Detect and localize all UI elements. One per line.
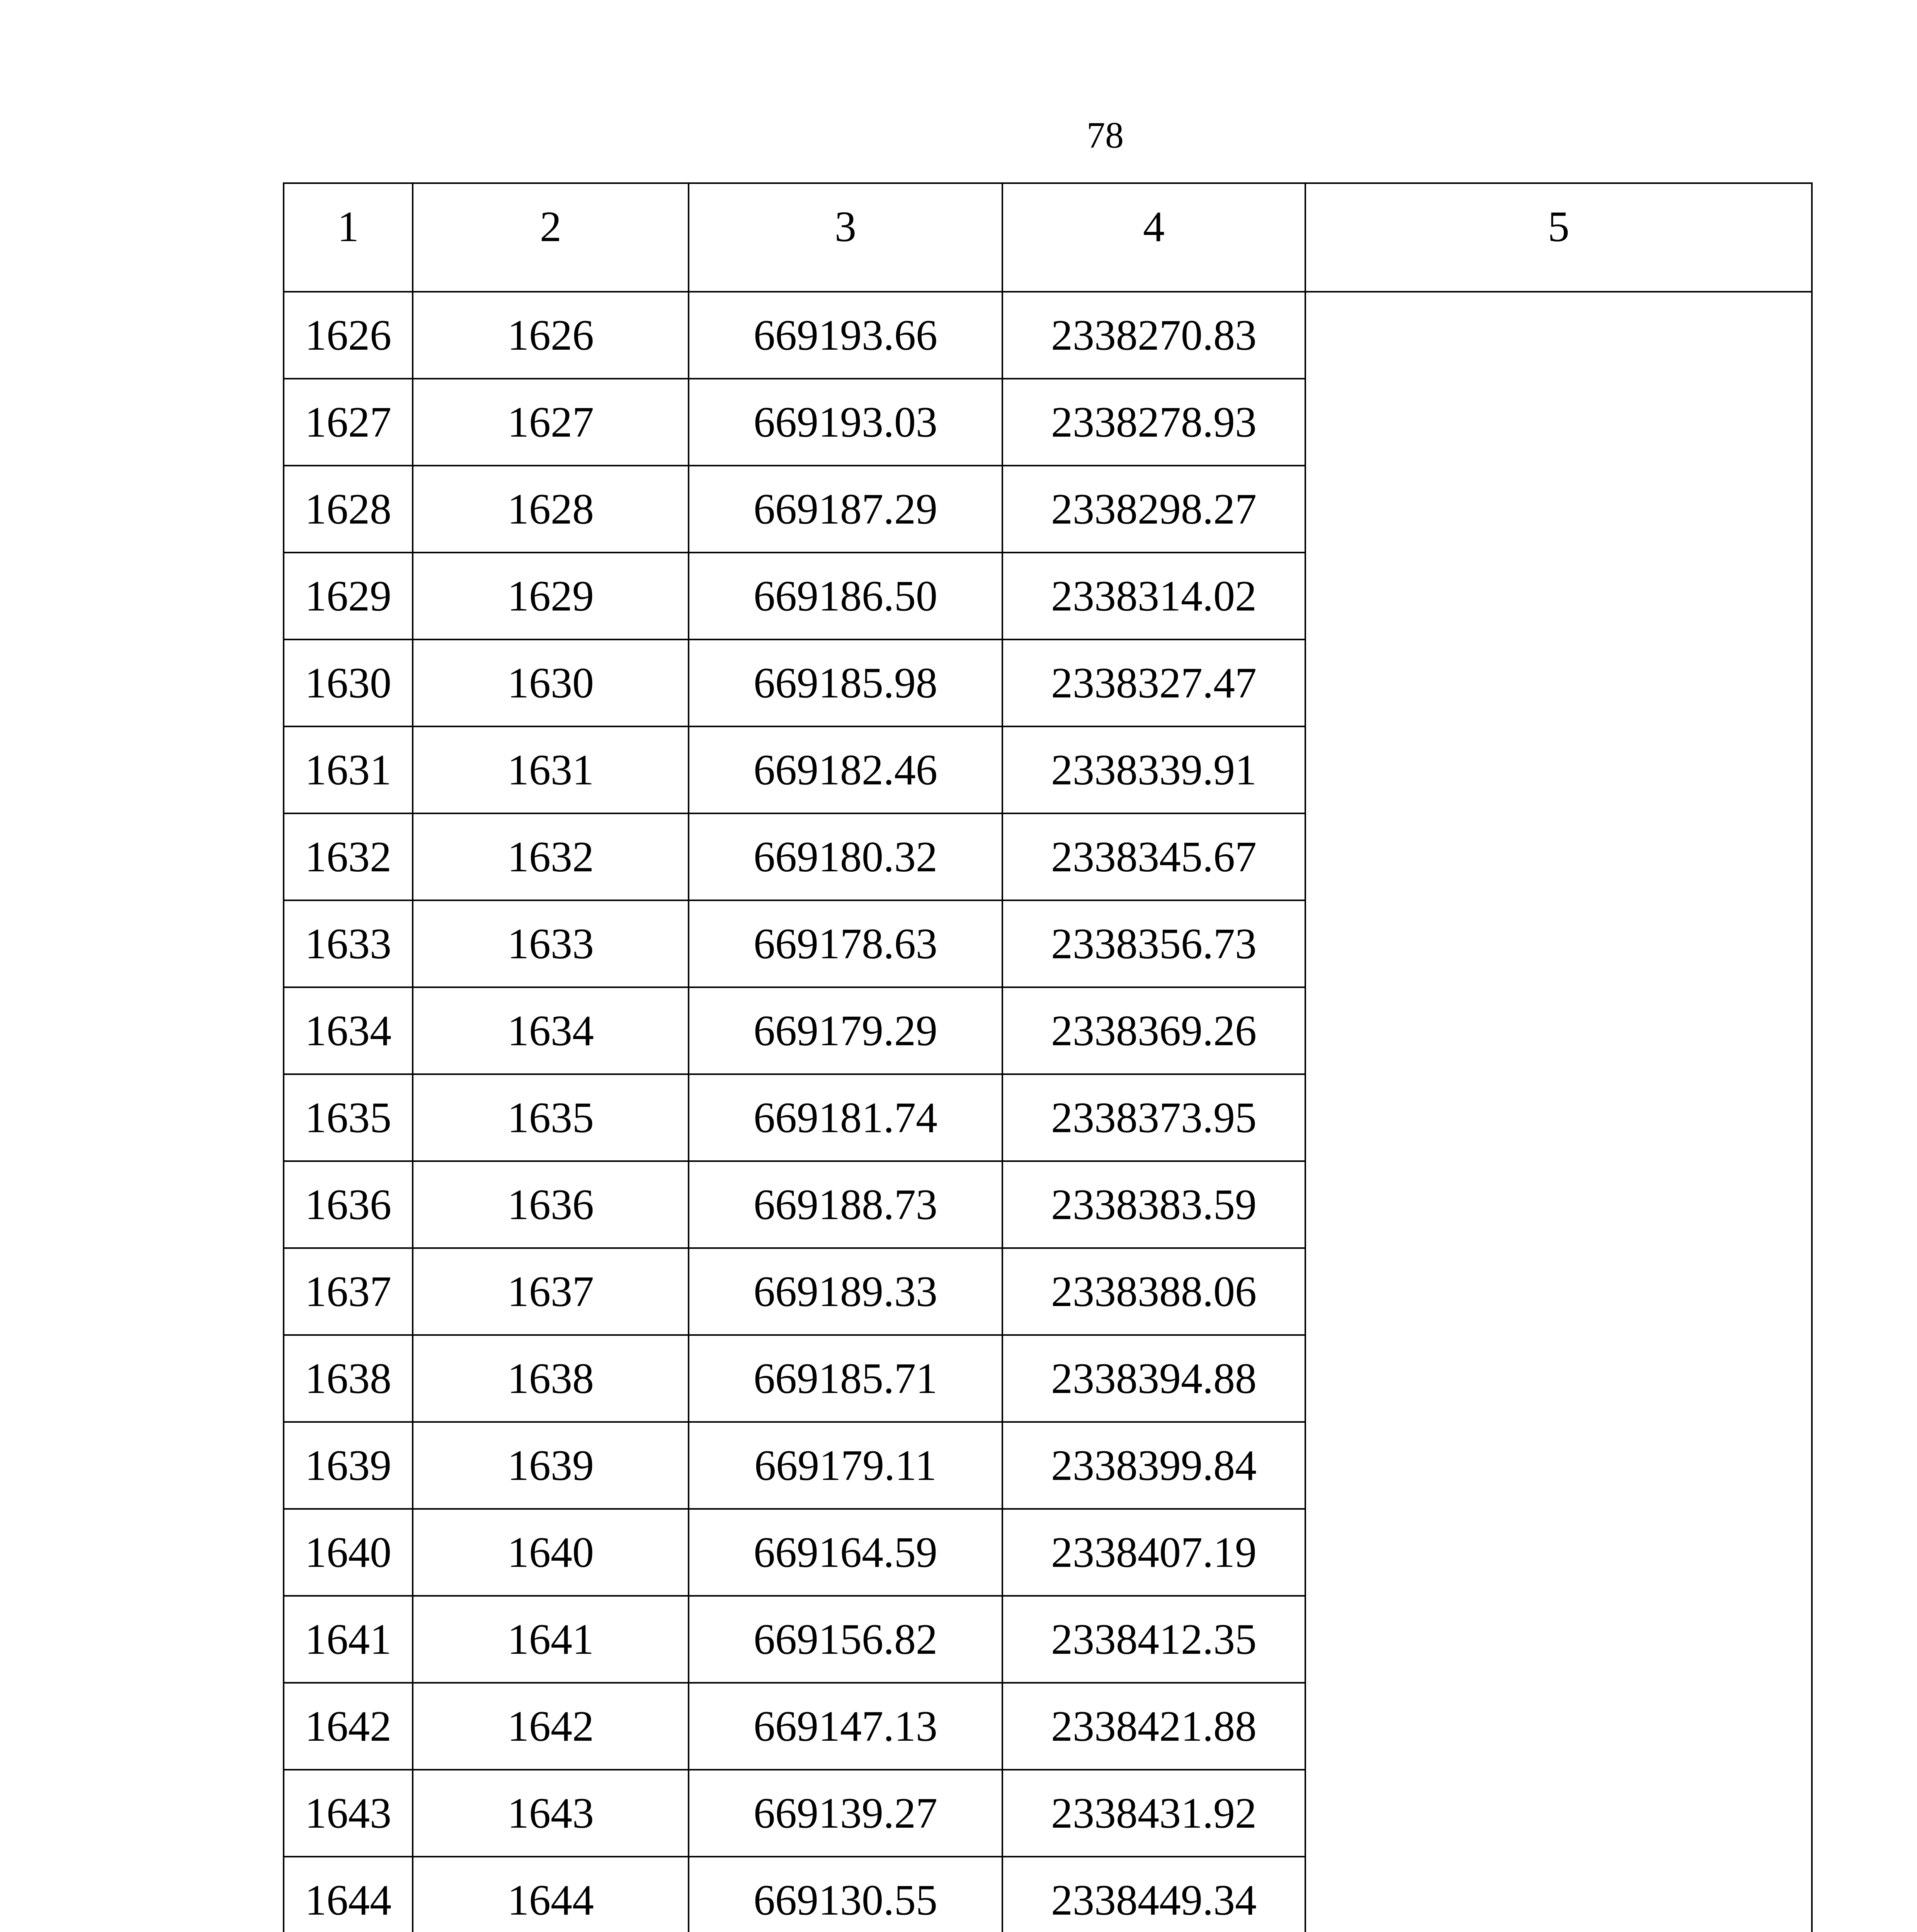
x-coordinate-cell: 669185.71: [689, 1335, 1002, 1422]
point-number-cell: 1638: [284, 1335, 413, 1422]
point-number-cell: 1632: [284, 813, 413, 900]
y-coordinate-cell: 2338383.59: [1002, 1161, 1305, 1248]
y-coordinate-cell: 2338314.02: [1002, 553, 1305, 639]
x-coordinate-cell: 669178.63: [689, 900, 1002, 987]
header-col-1: 1: [284, 183, 413, 292]
y-coordinate-cell: 2338399.84: [1002, 1422, 1305, 1509]
y-coordinate-cell: 2338394.88: [1002, 1335, 1305, 1422]
y-coordinate-cell: 2338345.67: [1002, 813, 1305, 900]
x-coordinate-cell: 669181.74: [689, 1074, 1002, 1161]
header-row: [284, 183, 1812, 292]
point-number-cell: 1639: [284, 1422, 413, 1509]
y-coordinate-cell: 2338421.88: [1002, 1683, 1305, 1770]
x-coordinate-cell: 669130.55: [689, 1857, 1002, 1932]
y-coordinate-cell: 2338270.83: [1002, 292, 1305, 379]
point-number-cell: 1627: [284, 379, 413, 466]
point-id-cell: 1627: [413, 379, 689, 466]
x-coordinate-cell: 669193.66: [689, 292, 1002, 379]
point-id-cell: 1643: [413, 1770, 689, 1857]
x-coordinate-cell: 669147.13: [689, 1683, 1002, 1770]
point-number-cell: 1626: [284, 292, 413, 379]
x-coordinate-cell: 669189.33: [689, 1248, 1002, 1335]
point-number-cell: 1629: [284, 553, 413, 639]
y-coordinate-cell: 2338339.91: [1002, 726, 1305, 813]
point-id-cell: 1640: [413, 1509, 689, 1596]
y-coordinate-cell: 2338431.92: [1002, 1770, 1305, 1857]
point-id-cell: 1632: [413, 813, 689, 900]
y-coordinate-cell: 2338298.27: [1002, 466, 1305, 553]
x-coordinate-cell: 669139.27: [689, 1770, 1002, 1857]
table-row: [284, 292, 1812, 379]
y-coordinate-cell: 2338449.34: [1002, 1857, 1305, 1932]
point-id-cell: 1637: [413, 1248, 689, 1335]
point-id-cell: 1642: [413, 1683, 689, 1770]
point-number-cell: 1637: [284, 1248, 413, 1335]
point-id-cell: 1631: [413, 726, 689, 813]
x-coordinate-cell: 669193.03: [689, 379, 1002, 466]
coordinates-table: [283, 182, 1813, 1932]
y-coordinate-cell: 2338327.47: [1002, 639, 1305, 726]
header-col-2: 2: [413, 183, 689, 292]
point-number-cell: 1636: [284, 1161, 413, 1248]
x-coordinate-cell: 669182.46: [689, 726, 1002, 813]
y-coordinate-cell: 2338388.06: [1002, 1248, 1305, 1335]
point-id-cell: 1639: [413, 1422, 689, 1509]
point-id-cell: 1633: [413, 900, 689, 987]
point-id-cell: 1635: [413, 1074, 689, 1161]
page-number: 78: [1087, 114, 1124, 156]
point-number-cell: 1640: [284, 1509, 413, 1596]
x-coordinate-cell: 669180.32: [689, 813, 1002, 900]
notes-cell: [1305, 292, 1812, 1932]
point-number-cell: 1631: [284, 726, 413, 813]
y-coordinate-cell: 2338407.19: [1002, 1509, 1305, 1596]
point-id-cell: 1626: [413, 292, 689, 379]
x-coordinate-cell: 669164.59: [689, 1509, 1002, 1596]
y-coordinate-cell: 2338373.95: [1002, 1074, 1305, 1161]
point-id-cell: 1636: [413, 1161, 689, 1248]
point-id-cell: 1638: [413, 1335, 689, 1422]
point-id-cell: 1644: [413, 1857, 689, 1932]
header-col-3: 3: [689, 183, 1002, 292]
point-number-cell: 1644: [284, 1857, 413, 1932]
y-coordinate-cell: 2338278.93: [1002, 379, 1305, 466]
x-coordinate-cell: 669188.73: [689, 1161, 1002, 1248]
point-number-cell: 1643: [284, 1770, 413, 1857]
point-id-cell: 1641: [413, 1596, 689, 1683]
y-coordinate-cell: 2338412.35: [1002, 1596, 1305, 1683]
point-number-cell: 1641: [284, 1596, 413, 1683]
x-coordinate-cell: 669185.98: [689, 639, 1002, 726]
table-header: [284, 183, 1812, 292]
point-id-cell: 1629: [413, 553, 689, 639]
x-coordinate-cell: 669179.11: [689, 1422, 1002, 1509]
point-number-cell: 1635: [284, 1074, 413, 1161]
y-coordinate-cell: 2338369.26: [1002, 987, 1305, 1074]
point-number-cell: 1642: [284, 1683, 413, 1770]
point-number-cell: 1634: [284, 987, 413, 1074]
x-coordinate-cell: 669187.29: [689, 466, 1002, 553]
point-id-cell: 1628: [413, 466, 689, 553]
header-col-4: 4: [1002, 183, 1305, 292]
point-number-cell: 1633: [284, 900, 413, 987]
point-number-cell: 1630: [284, 639, 413, 726]
x-coordinate-cell: 669179.29: [689, 987, 1002, 1074]
point-id-cell: 1634: [413, 987, 689, 1074]
point-id-cell: 1630: [413, 639, 689, 726]
point-number-cell: 1628: [284, 466, 413, 553]
header-col-5: 5: [1305, 183, 1812, 292]
x-coordinate-cell: 669156.82: [689, 1596, 1002, 1683]
x-coordinate-cell: 669186.50: [689, 553, 1002, 639]
table-body: [284, 292, 1812, 1932]
y-coordinate-cell: 2338356.73: [1002, 900, 1305, 987]
